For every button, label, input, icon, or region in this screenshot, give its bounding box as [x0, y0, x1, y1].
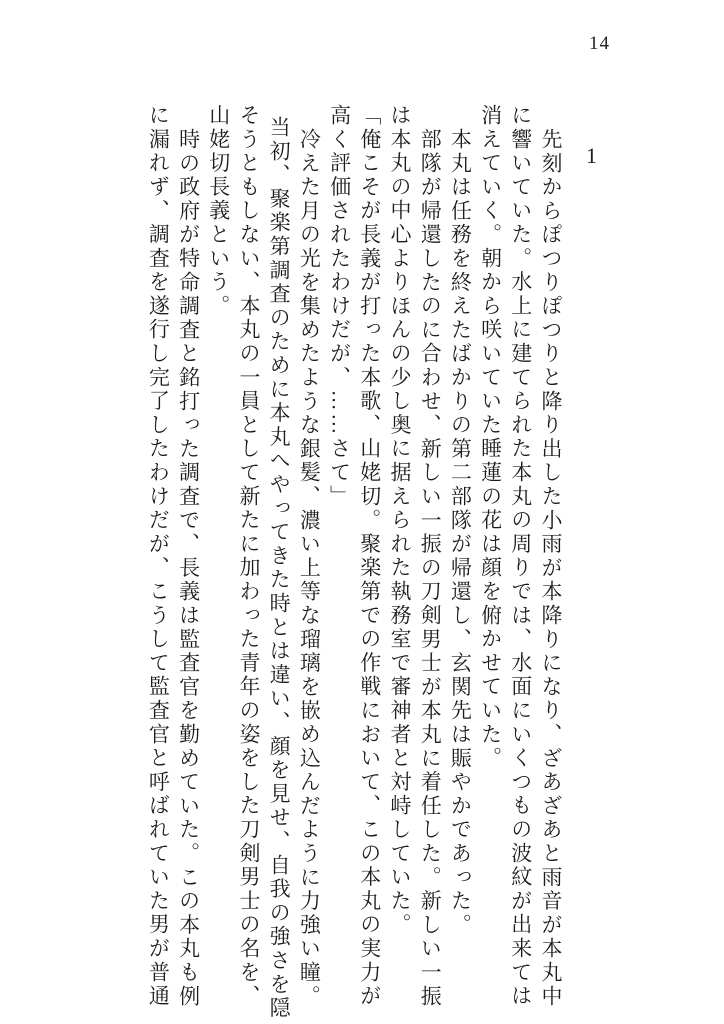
- text-line: そうともしない、本丸の一員として新たに加わった青年の姿をした刀剣男士の名を、: [236, 104, 261, 1009]
- text-line: 山姥切長義という。: [206, 104, 231, 319]
- page-number: 14: [589, 33, 610, 54]
- text-line: 本丸は任務を終えたばかりの第二部隊が帰還し、玄関先は賑やかであった。: [448, 128, 473, 938]
- text-body: [143, 104, 566, 1022]
- section-number: 1: [586, 143, 597, 168]
- text-line: に響いていた。水上に建てられた本丸の周りでは、水面にいくつもの波紋が出来ては: [508, 104, 533, 1009]
- text-line: は本丸の中心よりほんの少し奥に据えられた執務室で審神者と対峙していた。: [387, 104, 412, 937]
- text-line: 「俺こそが長義が打った本歌、山姥切。聚楽第での作戦において、この本丸の実力が: [357, 104, 382, 1009]
- text-line: 部隊が帰還したのに合わせ、新しい一振の刀剣男士が本丸に着任した。新しい一振: [418, 128, 443, 1009]
- text-line: に漏れず、調査を遂行し完了したわけだが、こうして監査官と呼ばれていた男が普通: [146, 104, 171, 1009]
- text-line: 高く評価されたわけだが、……さて」: [327, 104, 352, 509]
- text-line: 先刻からぽつりぽつりと降り出した小雨が本降りになり、ざあざあと雨音が本丸中: [539, 128, 563, 1009]
- text-line: 時の政府が特命調査と銘打った調査で、長義は監査官を勤めていた。この本丸も例: [176, 128, 201, 1009]
- text-line: 当初、聚楽第調査のために本丸へやってきた時とは違い、顔を見せ、自我の強さを隠: [267, 116, 292, 1021]
- text-line: 冷えた月の光を集めたような銀髪、濃い上等な瑠璃を嵌め込んだように力強い瞳。: [297, 128, 322, 1009]
- text-line: 消えていく。朝から咲いていた睡蓮の花は顔を俯かせていた。: [478, 104, 503, 771]
